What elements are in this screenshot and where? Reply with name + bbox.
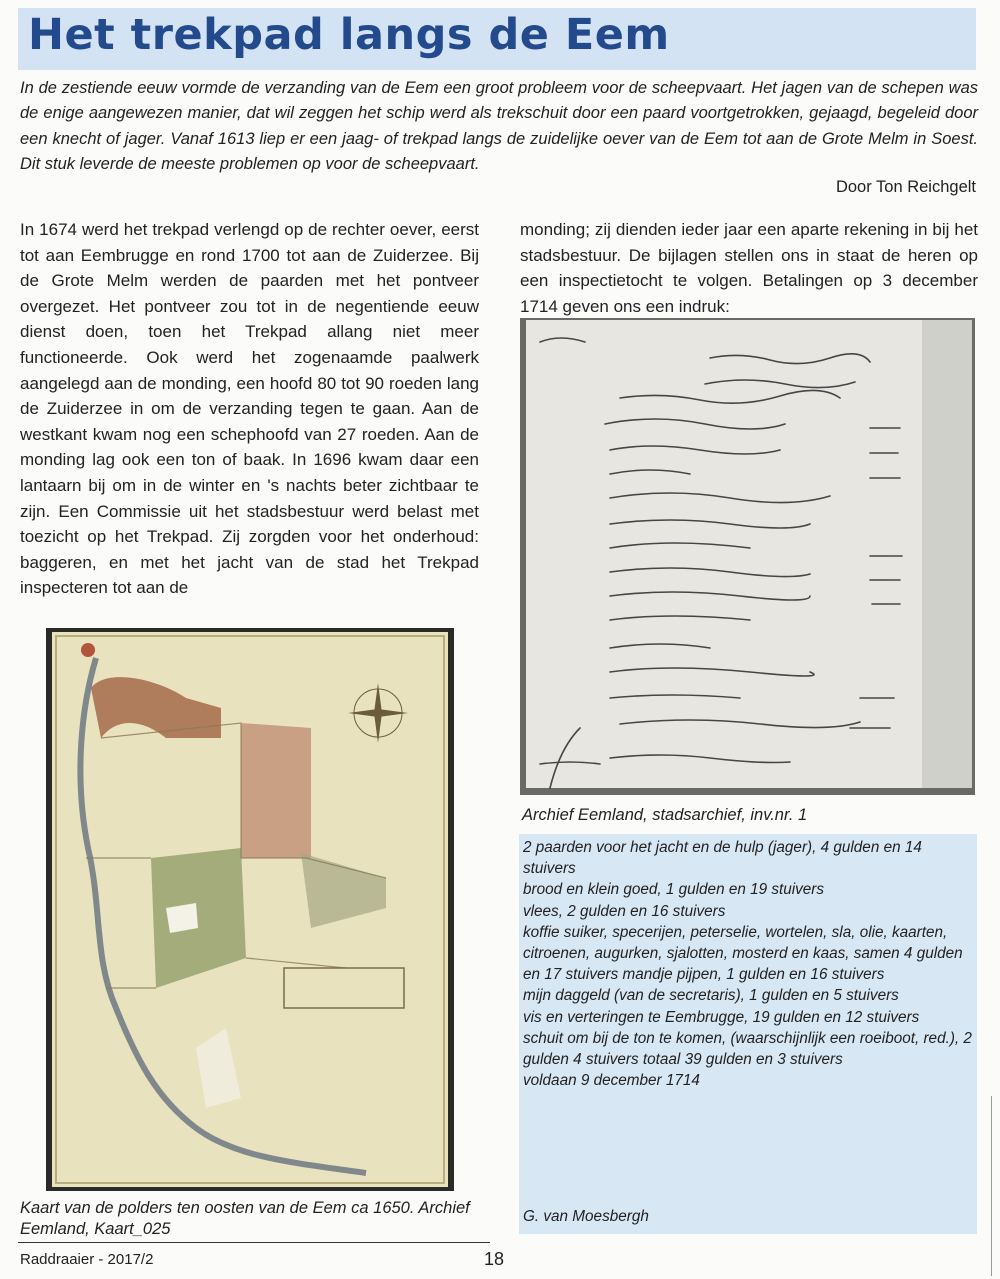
- payments-box: [519, 834, 977, 1234]
- handwritten-ledger-illustration: [520, 318, 975, 795]
- map-illustration: [46, 628, 454, 1191]
- payment-line: schuit om bij de ton te komen, (waarschijnlijk een roeiboot, red.), 2 gulden 4 stuivers totaal 39 gulden en 3 stuivers: [523, 1029, 972, 1069]
- article-author: Door Ton Reichgelt: [835, 178, 976, 196]
- map-caption: Kaart van de polders ten oosten van de Eem ca 1650. Archief Eemland, Kaart_025: [20, 1199, 470, 1238]
- payment-line: 2 paarden voor het jacht en de hulp (jager), 4 gulden en 14 stuivers: [523, 839, 922, 878]
- payment-line: vlees, 2 gulden en 16 stuivers: [523, 902, 726, 920]
- payment-line: koffie suiker, specerijen, peterselie, wortelen, sla, olie, kaarten,: [523, 923, 948, 941]
- payment-line: vis en verteringen te Eembrugge, 19 gulden en 12 stuivers: [523, 1008, 920, 1026]
- document-caption: Archief Eemland, stadsarchief, inv.nr. 1: [522, 806, 808, 824]
- article-intro: In de zestiende eeuw vormde de verzanding van de Eem een groot probleem voor de scheepvaart. Het jagen van de schepen was de enige aangewezen manier, dat wil zeggen het schip werd als trekschuit door een paard voortgetrokken, gejaagd, begeleid door een knecht of jager. Vanaf 1613 liep er een jaag- of trekpad langs de zuidelijke oever van de Eem tot aan de Grote Melm in Soest. Dit stuk leverde de meeste problemen op voor de scheepvaart.: [20, 79, 978, 174]
- footer-divider: [18, 1242, 490, 1243]
- archive-document-image: [520, 318, 975, 795]
- payment-line: citroenen, augurken, sjalotten, mosterd en kaas, samen 4 gulden en 17 stuivers mandje pijpen, 1 gulden en 16 stuivers: [523, 945, 963, 984]
- payment-line: brood en klein goed, 1 gulden en 19 stuivers: [523, 881, 825, 899]
- payments-list: [523, 837, 975, 1091]
- polder-map-image: [46, 628, 454, 1191]
- payment-line: voldaan 9 december 1714: [523, 1072, 700, 1090]
- payment-line: mijn daggeld (van de secretaris), 1 gulden en 5 stuivers: [523, 987, 899, 1005]
- page-number: 18: [484, 1249, 505, 1269]
- footer-publication: Raddraaier - 2017/2: [20, 1251, 154, 1268]
- body-left-column: In 1674 werd het trekpad verlengd op de rechter oever, eerst tot aan Eembrugge en rond 1700 tot aan de Zuiderzee. Bij de Grote Melm werden de paarden met het pontveer overgezet. Het pontveer zou tot in de negentiende eeuw dienst doen, toen het Trekpad allang niet meer functioneerde. Ook werd het zogenaamde paalwerk aangelegd aan de monding, een hoofd 80 tot 90 roeden lang de Zuiderzee in om de verzanding tegen te gaan. Aan de westkant kwam nog een schephoofd van 27 roeden. Aan de monding lag ook een ton of baak. In 1696 kwam daar een lantaarn bij om in de winter en 's nachts beter zichtbaar te zijn. Een Commissie uit het stadsbestuur werd belast met toezicht op het Trekpad. Zij zorgden voor het onderhoud: baggeren, en met het jacht van de stad het Trekpad inspecteren tot aan de: [20, 220, 479, 598]
- article-title: Het trekpad langs de Eem: [28, 10, 670, 60]
- margin-line: [991, 1096, 992, 1276]
- payments-signature: G. van Moesbergh: [523, 1208, 649, 1225]
- title-band: [18, 8, 976, 70]
- body-right-column: monding; zij dienden ieder jaar een aparte rekening in bij het stadsbestuur. De bijlagen stellen ons in staat de heren op een inspectietocht te volgen. Betalingen op 3 december 1714 geven ons een indruk:: [520, 220, 978, 316]
